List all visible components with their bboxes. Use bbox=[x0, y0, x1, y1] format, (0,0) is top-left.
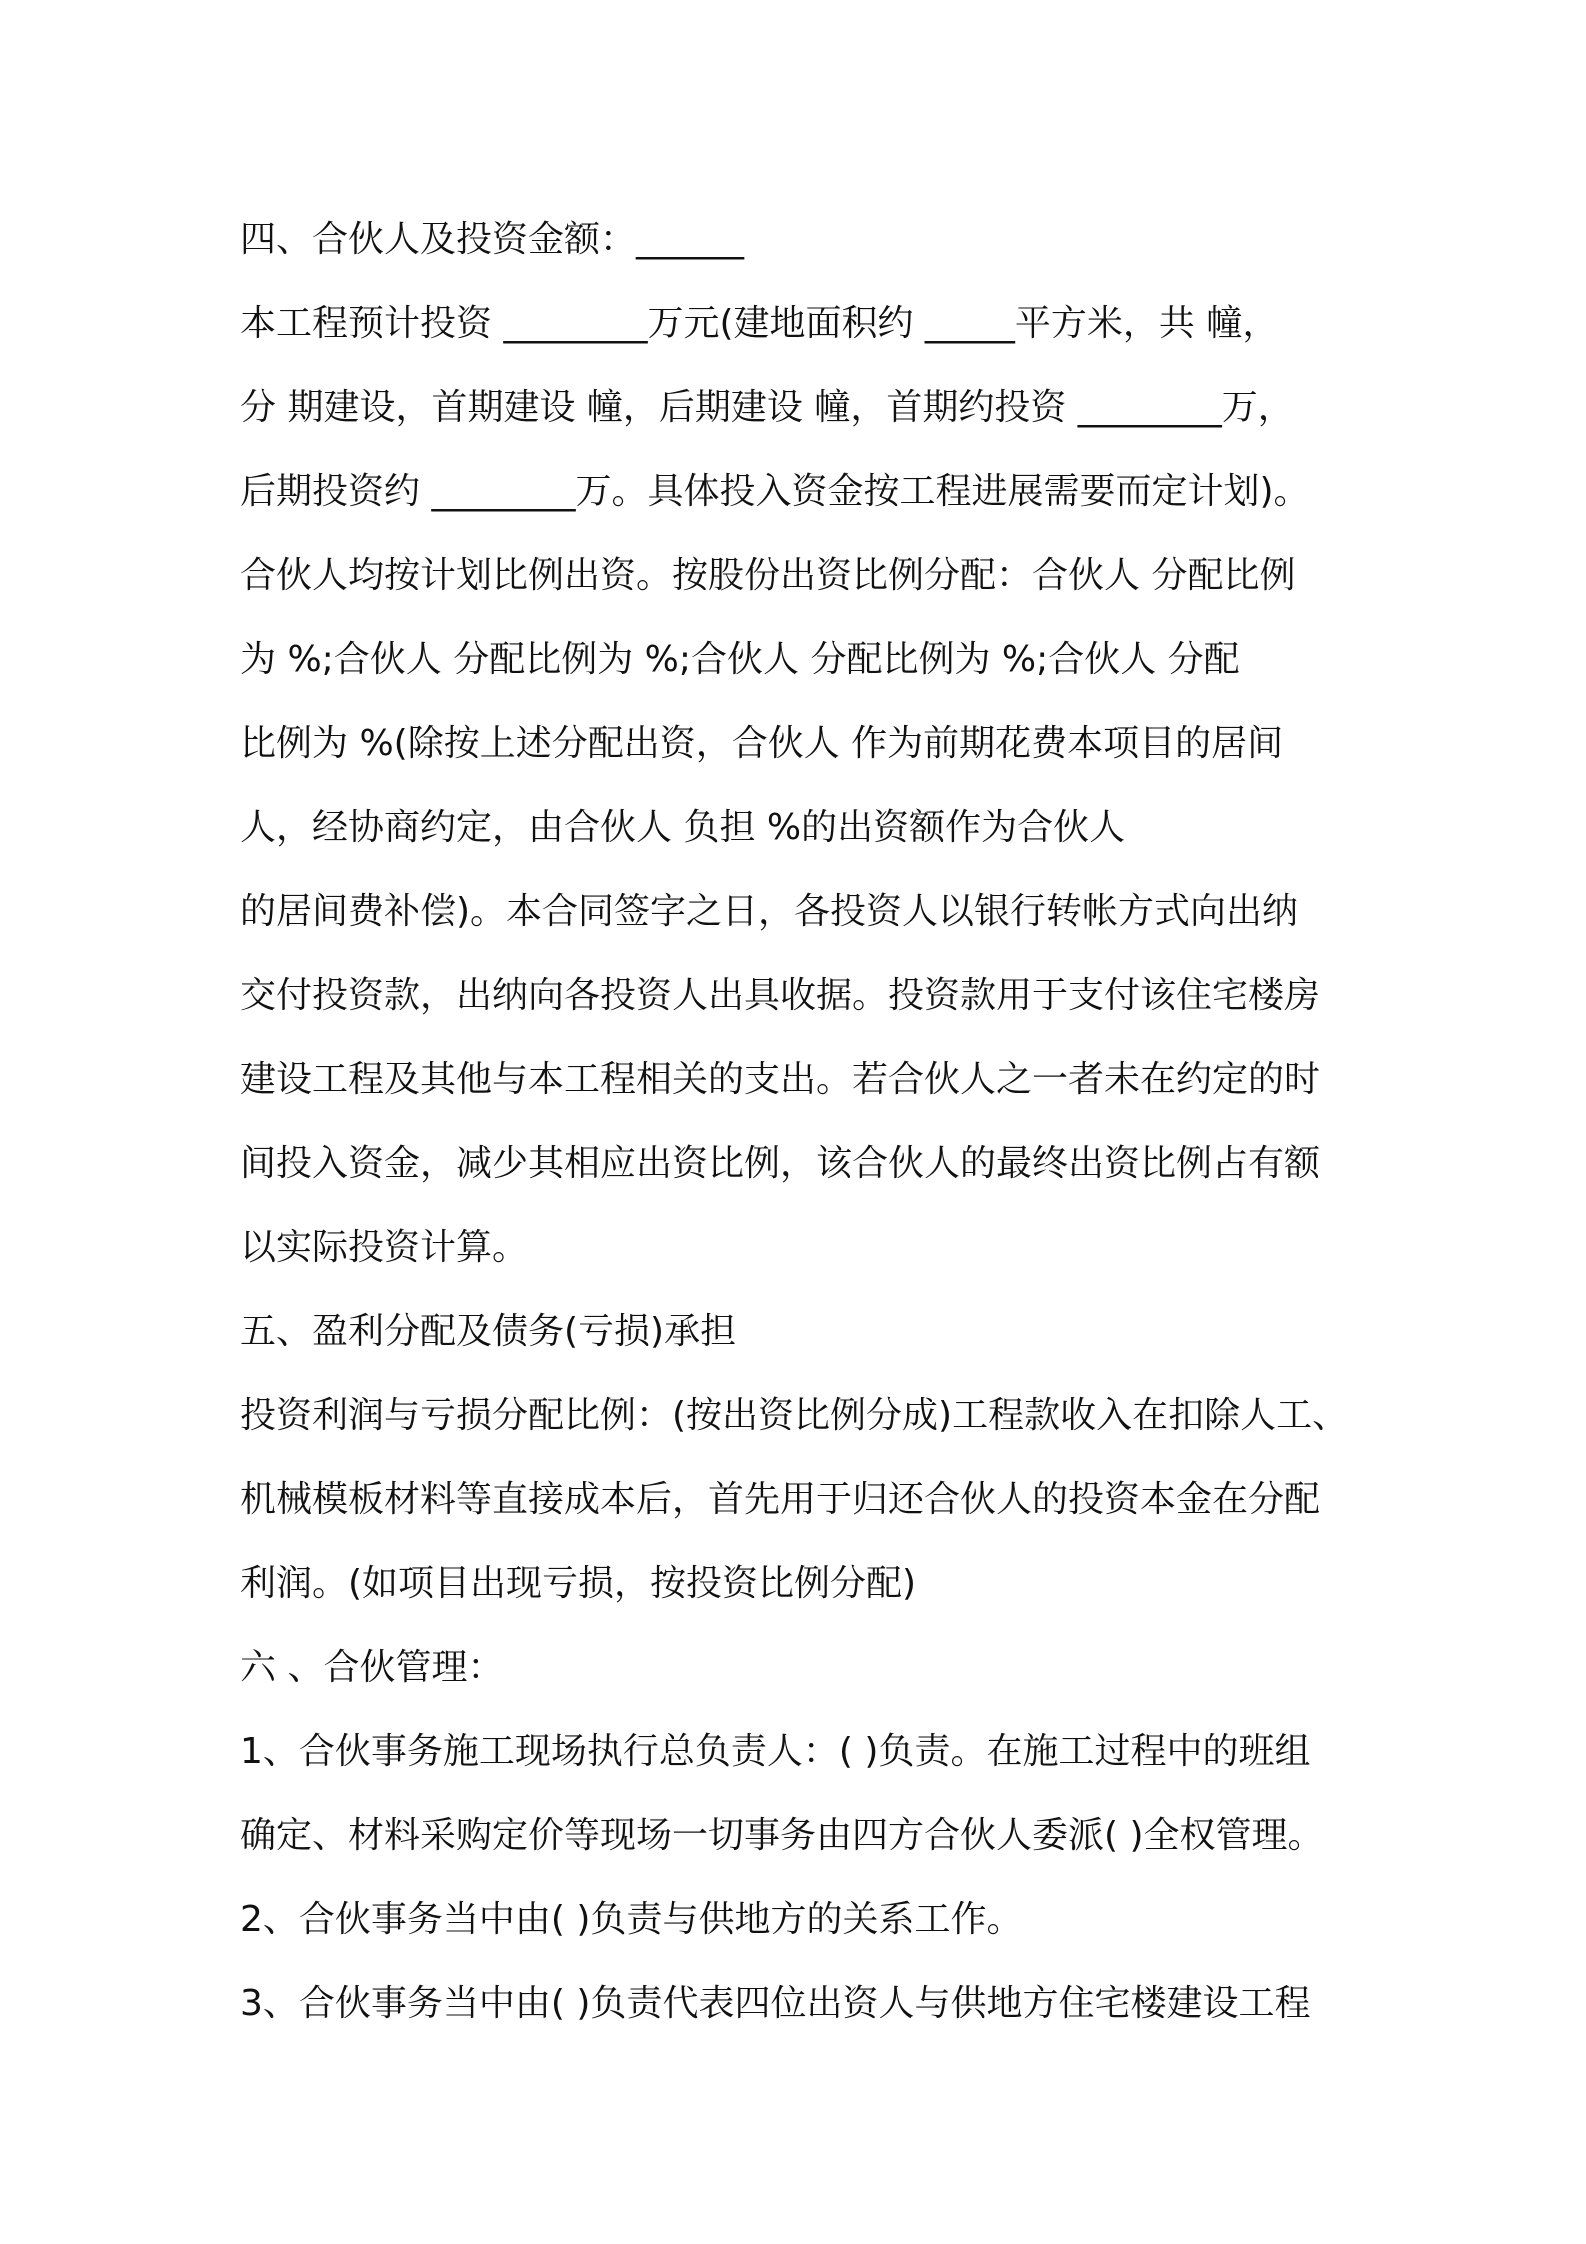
document-body bbox=[240, 198, 1380, 2046]
list-item-line: 确定、材料采购定价等现场一切事务由四方合伙人委派( )全权管理。 bbox=[240, 1815, 1324, 1856]
section-heading-partners-investment: 四、合伙人及投资金额：______ bbox=[240, 219, 745, 260]
paragraph-line: 交付投资款，出纳向各投资人出具收据。投资款用于支付该住宅楼房 bbox=[240, 975, 1321, 1016]
paragraph-line: 建设工程及其他与本工程相关的支出。若合伙人之一者未在约定的时 bbox=[240, 1059, 1321, 1100]
list-item-line: 3、合伙事务当中由( )负责代表四位出资人与供地方住宅楼建设工程 bbox=[240, 1983, 1311, 2024]
paragraph-line: 本工程预计投资 ________万元(建地面积约 _____平方米，共 幢， bbox=[240, 303, 1279, 344]
paragraph-line: 分 期建设，首期建设 幢，后期建设 幢，首期约投资 ________万， bbox=[240, 387, 1294, 428]
paragraph-line: 比例为 %(除按上述分配出资，合伙人 作为前期花费本项目的居间 bbox=[240, 723, 1284, 764]
list-item-line: 2、合伙事务当中由( )负责与供地方的关系工作。 bbox=[240, 1899, 1023, 1940]
paragraph-line: 合伙人均按计划比例出资。按股份出资比例分配：合伙人 分配比例 bbox=[240, 555, 1296, 596]
paragraph-line: 人，经协商约定，由合伙人 负担 %的出资额作为合伙人 bbox=[240, 807, 1126, 848]
paragraph-line: 机械模板材料等直接成本后，首先用于归还合伙人的投资本金在分配 bbox=[240, 1479, 1321, 1520]
paragraph-line: 利润。(如项目出现亏损，按投资比例分配) bbox=[240, 1563, 917, 1604]
paragraph-line: 间投入资金，减少其相应出资比例，该合伙人的最终出资比例占有额 bbox=[240, 1143, 1321, 1184]
paragraph-line: 以实际投资计算。 bbox=[240, 1227, 529, 1268]
paragraph-line: 后期投资约 ________万。具体投入资金按工程进展需要而定计划)。 bbox=[240, 471, 1310, 512]
section-heading-profit-distribution: 五、盈利分配及债务(亏损)承担 bbox=[240, 1311, 737, 1352]
paragraph-line: 的居间费补偿)。本合同签字之日，各投资人以银行转帐方式向出纳 bbox=[240, 891, 1299, 932]
paragraph-line: 投资利润与亏损分配比例：(按出资比例分成)工程款收入在扣除人工、 bbox=[240, 1395, 1349, 1436]
list-item-line: 1、合伙事务施工现场执行总负责人：( )负责。在施工过程中的班组 bbox=[240, 1731, 1311, 1772]
paragraph-line: 为 %;合伙人 分配比例为 %;合伙人 分配比例为 %;合伙人 分配 bbox=[240, 639, 1240, 680]
section-heading-partnership-management: 六 、合伙管理： bbox=[240, 1647, 504, 1688]
